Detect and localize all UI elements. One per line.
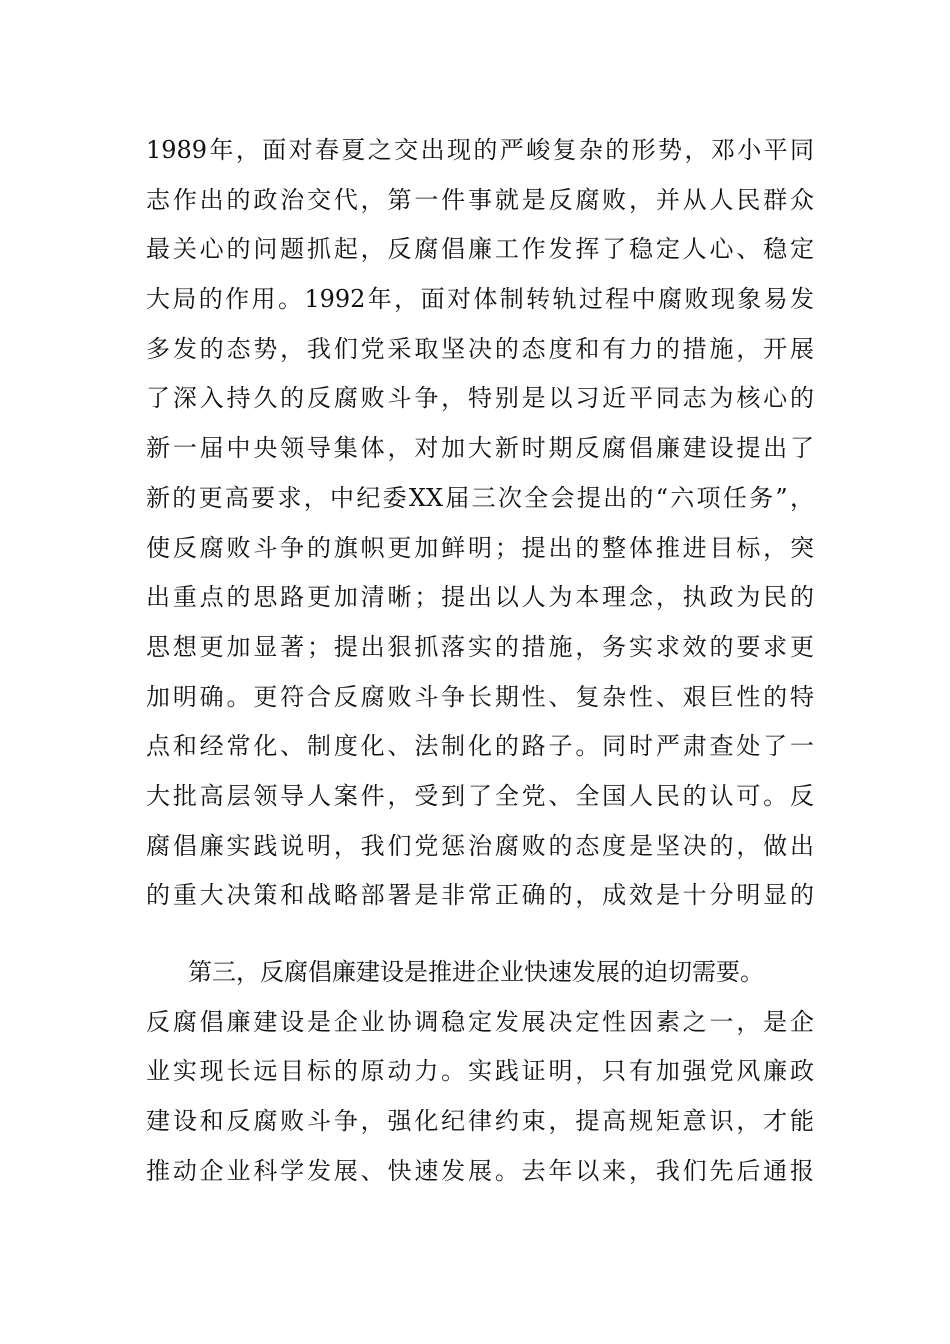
text-line: 1989年，面对春夏之交出现的严峻复杂的形势，邓小平同: [146, 136, 814, 164]
paragraph-1: [146, 126, 814, 921]
text-line: 思想更加显著；提出狠抓落实的措施，务实求效的要求更: [146, 632, 814, 661]
text-line: 推动企业科学发展、快速发展。去年以来，我们先后通报: [146, 1156, 814, 1185]
text-line: 大局的作用。1992年，面对体制转轨过程中腐败现象易发: [146, 285, 814, 314]
text-line: 出重点的思路更加清晰；提出以人为本理念，执政为民的: [146, 583, 814, 612]
text-line: 加明确。更符合反腐败斗争长期性、复杂性、艰巨性的特: [146, 682, 814, 711]
text-line: 的重大决策和战略部署是非常正确的，成效是十分明显的: [146, 881, 814, 910]
text-line: 最关心的问题抓起，反腐倡廉工作发挥了稳定人心、稳定: [146, 235, 814, 264]
text-line: 点和经常化、制度化、法制化的路子。同时严肃查处了一: [146, 732, 814, 761]
text-line: 业实现长远目标的原动力。实践证明，只有加强党风廉政: [146, 1057, 814, 1086]
text-line: 新的更高要求，中纪委XX届三次全会提出的“六项任务”，: [146, 483, 814, 512]
text-line: 建设和反腐败斗争，强化纪律约束，提高规矩意识，才能: [146, 1107, 814, 1136]
text-line: 多发的态势，我们党采取坚决的态度和有力的措施，开展: [146, 334, 814, 363]
text-line: 第三，反腐倡廉建设是推进企业快速发展的迫切需要。: [188, 958, 764, 986]
text-line: 志作出的政治交代，第一件事就是反腐败，并从人民群众: [146, 185, 814, 214]
text-line: 腐倡廉实践说明，我们党惩治腐败的态度是坚决的，做出: [146, 831, 814, 860]
text-line: 大批高层领导人案件，受到了全党、全国人民的认可。反: [146, 781, 814, 810]
text-line: 使反腐败斗争的旗帜更加鲜明；提出的整体推进目标，突: [146, 533, 814, 562]
text-line: 反腐倡廉建设是企业协调稳定发展决定性因素之一，是企: [146, 1007, 814, 1036]
paragraph-2: [146, 948, 814, 1196]
text-line: 新一届中央领导集体，对加大新时期反腐倡廉建设提出了: [146, 434, 814, 463]
text-line: 了深入持久的反腐败斗争，特别是以习近平同志为核心的: [146, 384, 814, 413]
